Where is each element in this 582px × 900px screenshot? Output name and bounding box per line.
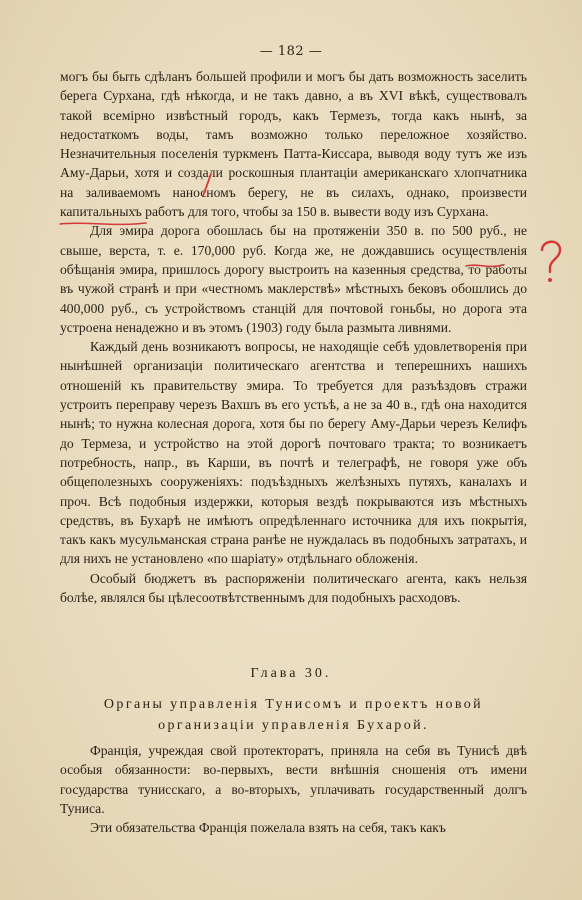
paragraph: Каждый день возникаютъ вопросы, не находящіе себѣ удовлетворенія при нынѣшней организаціи политическаго агентства и теперешнихъ нашихъ отношеній къ правительству эмира. То требуется для разъѣздовъ стражи устроить переправу черезъ Вахшъ въ его устьѣ, а не за 40 в., гдѣ она находится нынѣ; то нужна колесная дорога, хотя бы по берегу Аму-Дарьи черезъ Келифъ до Термеза, и устройство на этой дорогѣ почтоваго тракта; то возникаетъ потребность, напр., въ Карши, въ почтѣ и телеграфѣ, не говоря уже объ общеполезныхъ сооруженіяхъ: подъѣздныхъ желѣзныхъ путяхъ, каналахъ и проч. Всѣ подобныя издержки, которыя вездѣ покрываются изъ мѣстныхъ средствъ, въ Бухарѣ не имѣютъ опредѣленнаго источника для ихъ покрытія, такъ какъ мусульманская страна ранѣе не нуждалась въ подобныхъ затратахъ, и для нихъ не установлено «по шаріату» отдѣльнаго обложенія. [60, 339, 527, 567]
body-text-bottom [60, 741, 527, 837]
paragraph: могъ бы быть сдѣланъ большей профили и могъ бы дать возможность заселить берега Сурхана, гдѣ нѣкогда, и не такъ давно, а въ XVI вѣкѣ, существовалъ такой всемірно извѣстный городъ, какъ Термезъ, тогда какъ нынѣ, за недостаткомъ воды, тамъ возможно только переложное хозяйство. Незначительныя поселенія туркменъ Патта-Киссара, выводя воду тутъ же изъ Аму-Дарьи, хотя и создали роскошныя плантаціи американскаго хлопчатника на заливаемомъ наносномъ берегу, не въ силахъ, однако, произвести капитальныхъ работъ для того, чтобы за 150 в. вывести воду изъ Сурхана. [60, 69, 527, 220]
paragraph: Франція, учреждая свой протекторатъ, приняла на себя въ Тунисѣ двѣ особыя обязанности: во-первыхъ, вести внѣшнія сношенія отъ имени государства тунисскаго, а во-вторыхъ, уплачивать государственный долгъ Туниса. [60, 743, 527, 816]
paragraph: Для эмира дорога обошлась бы на протяженіи 350 в. по 500 руб., не свыше, верста, т. е. 170,000 руб. Когда же, не дождавшись осуществленія обѣщанія эмира, пришлось дорогу выстроить на казенныя средства, то работы въ чужой странѣ и при «честномъ маклерствѣ» мѣстныхъ бековъ обошлись до 400,000 руб., съ устройствомъ станцій для почтовой гоньбы, но дорога эта устроена ненадежно и въ этомъ (1903) году была размыта ливнями. [60, 223, 527, 335]
chapter-title: Органы управленія Тунисомъ и проектъ новой организаціи управленія Бухарой. [103, 697, 484, 733]
page-number: — 182 — [259, 44, 323, 59]
body-text-top [60, 67, 527, 607]
chapter-heading: Глава 30. [250, 666, 332, 681]
paragraph: Особый бюджетъ въ распоряженіи политическаго агента, какъ нельзя болѣе, являлся бы цѣлесоотвѣтственнымъ для подобныхъ расходовъ. [60, 570, 527, 606]
pencil-question-mark-icon [536, 236, 566, 286]
paragraph: Эти обязательства Франція пожелала взять на себя, такъ какъ [90, 820, 446, 836]
